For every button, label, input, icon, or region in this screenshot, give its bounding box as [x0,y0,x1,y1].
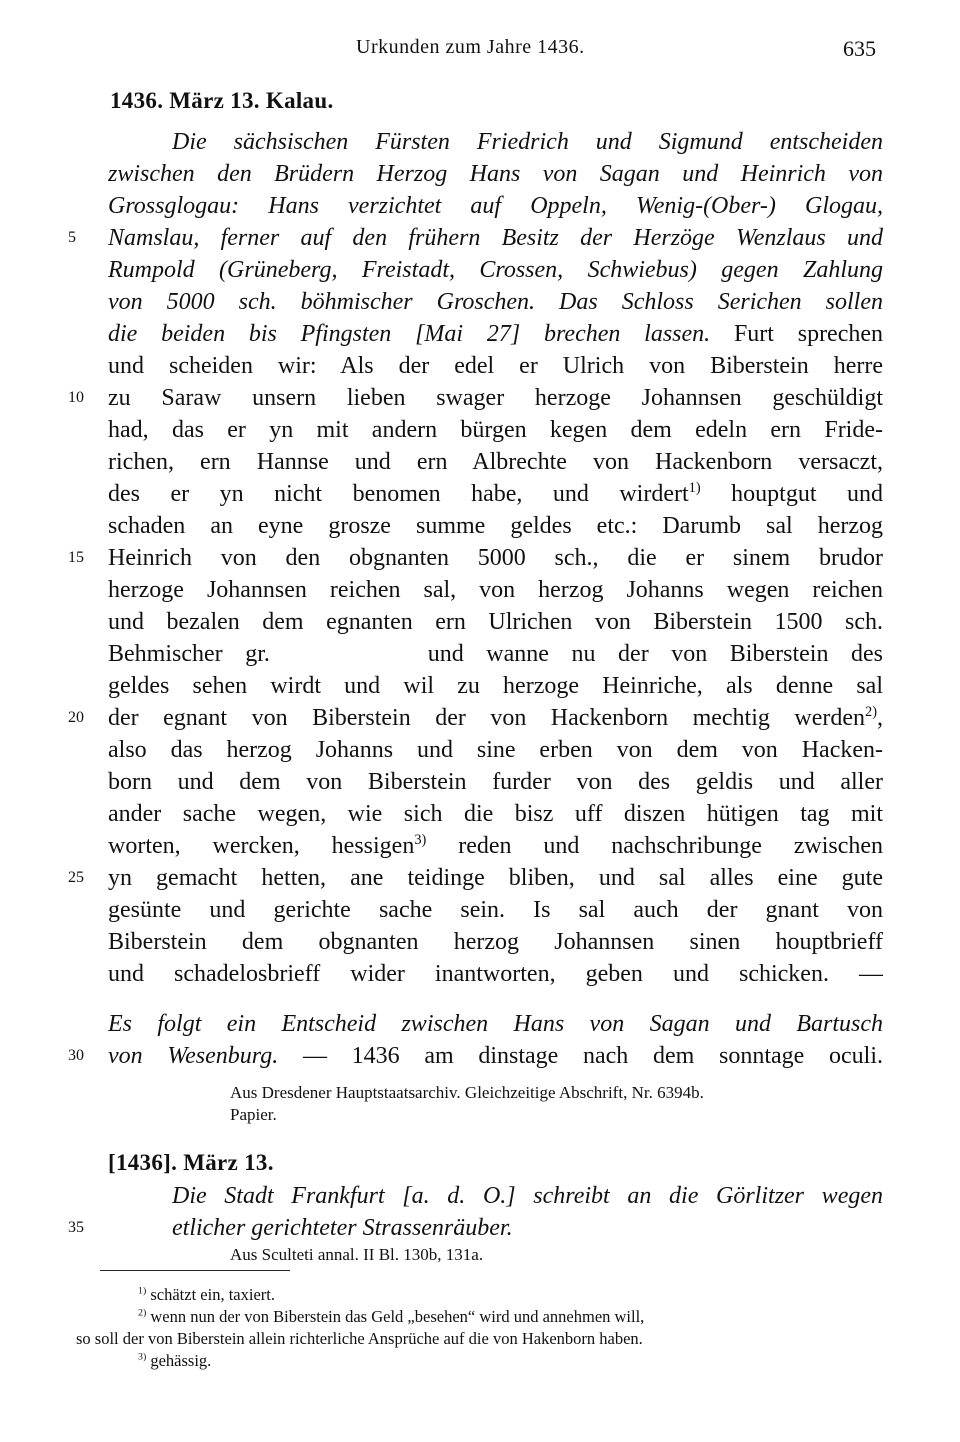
text-line: und schadelosbrieff wider inantworten, geben und schicken. — [108,961,883,987]
text-line: zu Saraw unsern lieben swager herzoge Johannsen geschüldigt [108,385,883,411]
text-line: also das herzog Johanns und sine erben von dem von Hacken- [108,737,883,763]
text-start: Furt sprechen [733,321,883,347]
text-line: herzoge Johannsen reichen sal, von herzog Johanns wegen reichen [108,577,883,603]
page-number: 635 [843,36,876,61]
footnote [138,1350,211,1372]
source-note: Papier. [230,1105,277,1124]
regest-line: Grossglogau: Hans verzichtet auf Oppeln, Wenig-(Ober-) Glogau, [108,193,883,219]
regest-line: von 5000 sch. böhmischer Groschen. Das Schloss Serichen sollen [108,289,883,315]
footnote-ref: 2) [865,704,877,720]
footnote [138,1284,275,1306]
regest-line: Es folgt ein Entscheid zwischen Hans von Sagan und Bartusch [108,1011,883,1037]
line-number: 25 [68,869,84,886]
footnote-text: wenn nun der von Biberstein das Geld „besehen“ wird und annehmen will, [150,1307,645,1326]
footnote-continued: so soll der von Biberstein allein richterliche Ansprüche auf die von Hakenborn haben. [76,1329,643,1348]
text-line: had, das er yn mit andern bürgen kegen dem edeln ern Fride- [108,417,883,443]
regest-line: Namslau, ferner auf den frühern Besitz der Herzöge Wenzlaus und [108,225,883,251]
source-note: Aus Sculteti annal. II Bl. 130b, 131a. [230,1245,484,1264]
running-head: Urkunden zum Jahre 1436. [356,36,585,58]
text-line: und scheiden wir: Als der edel er Ulrich von Biberstein herre [108,353,883,379]
text-segment: — 1436 am dinstage nach dem sonntage oculi. [302,1043,883,1069]
footnote [138,1306,644,1328]
footnote-mark: 1) [138,1285,147,1297]
text-line: Behmischer gr. und wanne nu der von Biberstein des [108,641,883,667]
text-line [108,318,883,350]
regest-end: die beiden bis Pfingsten [Mai 27] brechen lassen. [108,321,711,347]
line-number: 30 [68,1047,84,1064]
text-line: Heinrich von den obgnanten 5000 sch., die er sinem brudor [108,545,883,571]
entry-heading: 1436. März 13. Kalau. [110,88,334,113]
text-line: yn gemacht hetten, ane teidinge bliben, und sal alles eine gute [108,865,883,891]
regest-end: von Wesenburg. [108,1043,279,1069]
text-segment: der egnant von Biberstein der von Hackenborn mechtig werden [108,705,865,731]
line-number: 15 [68,549,84,566]
text-line: Biberstein dem obgnanten herzog Johannsen sinen houptbrieff [108,929,883,955]
footnote-mark: 3) [138,1351,147,1363]
text-line [108,702,883,734]
footnote-mark: 2) [138,1307,147,1319]
text-line [108,830,883,862]
text-segment: , [877,705,883,731]
text-segment: houptgut und [731,481,883,507]
footnote-text: schätzt ein, taxiert. [150,1285,275,1304]
text-line: und bezalen dem egnanten ern Ulrichen von Biberstein 1500 sch. [108,609,883,635]
text-line: richen, ern Hannse und ern Albrechte von Hackenborn versaczt, [108,449,883,475]
text-line [108,1040,883,1072]
entry-heading: [1436]. März 13. [108,1150,274,1175]
text-line: born und dem von Biberstein furder von des geldis und aller [108,769,883,795]
footnote-ref: 1) [688,480,701,496]
line-number: 35 [68,1219,84,1236]
text-line: schaden an eyne grosze summe geldes etc.: Darumb sal herzog [108,513,883,539]
line-number: 10 [68,389,84,406]
regest-line: etlicher gerichteter Strassenräuber. [172,1215,513,1241]
text-line: ander sache wegen, wie sich die bisz uff diszen hütigen tag mit [108,801,883,827]
line-number: 20 [68,709,84,726]
regest-line: Rumpold (Grüneberg, Freistadt, Crossen, Schwiebus) gegen Zahlung [108,257,883,283]
text-segment: worten, wercken, hessigen [108,833,415,859]
source-note: Aus Dresdener Hauptstaatsarchiv. Gleichzeitige Abschrift, Nr. 6394b. [230,1083,704,1102]
text-segment: reden und nachschribunge zwischen [458,833,883,859]
text-line: geldes sehen wirdt und wil zu herzoge Heinriche, als denne sal [108,673,883,699]
regest-line: Die Stadt Frankfurt [a. d. O.] schreibt an die Görlitzer wegen [172,1183,883,1209]
text-segment: des er yn nicht benomen habe, und wirdert [108,481,689,507]
regest-line: zwischen den Brüdern Herzog Hans von Sagan und Heinrich von [108,161,883,187]
footnote-text: gehässig. [150,1351,212,1370]
regest-line: Die sächsischen Fürsten Friedrich und Sigmund entscheiden [172,129,883,155]
text-line [108,478,883,510]
text-line: gesünte und gerichte sache sein. Is sal auch der gnant von [108,897,883,923]
footnote-rule [100,1270,290,1271]
line-number: 5 [68,229,76,246]
footnote-ref: 3) [414,832,427,848]
